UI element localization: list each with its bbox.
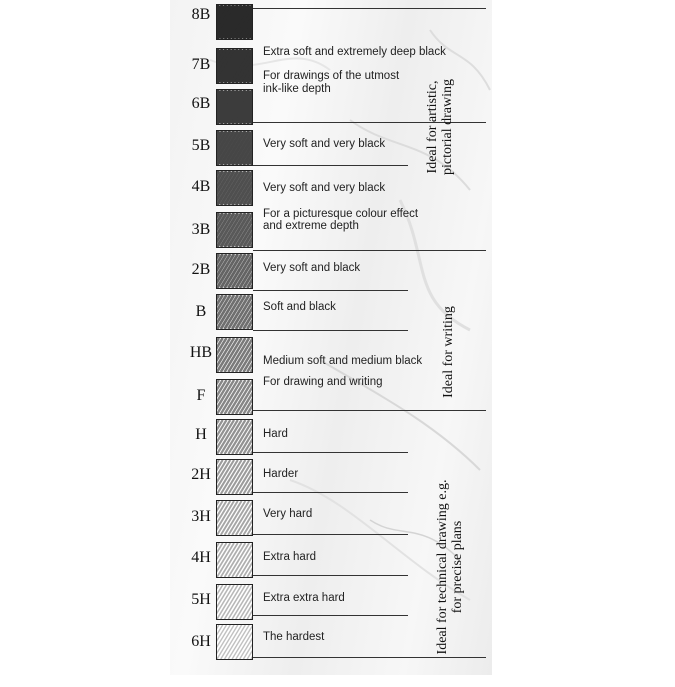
hardness-swatch bbox=[216, 542, 253, 578]
hatch-pattern-icon bbox=[217, 90, 252, 124]
grade-label: 3H bbox=[191, 508, 211, 525]
hatch-pattern-icon bbox=[217, 171, 252, 205]
grade-label: B bbox=[195, 303, 207, 320]
hardness-swatch bbox=[216, 379, 253, 415]
hatch-pattern-icon bbox=[217, 131, 252, 165]
description-text: For a picturesque colour effect bbox=[263, 208, 419, 220]
category-artistic bbox=[425, 57, 457, 197]
category-writing bbox=[441, 282, 457, 422]
hardness-swatch bbox=[216, 48, 253, 84]
hatch-pattern-icon bbox=[217, 254, 252, 288]
divider-line bbox=[253, 615, 408, 616]
grade-label: 6B bbox=[191, 95, 211, 112]
category-technical bbox=[435, 447, 467, 687]
hatch-pattern-icon bbox=[217, 213, 252, 247]
description-text: Hard bbox=[263, 428, 288, 440]
category-technical-line2: for precise plans bbox=[450, 520, 465, 614]
description-text: Soft and black bbox=[263, 301, 336, 313]
description-text: Very soft and very black bbox=[263, 182, 386, 194]
category-writing-line: Ideal for writing bbox=[441, 306, 456, 398]
divider-line bbox=[253, 290, 408, 291]
grade-label: 2B bbox=[191, 261, 211, 278]
hatch-pattern-icon bbox=[217, 585, 252, 619]
hardness-swatch bbox=[216, 419, 253, 455]
description-text: Extra hard bbox=[263, 551, 317, 563]
category-technical-line1: Ideal for technical drawing e.g. bbox=[435, 479, 450, 655]
hardness-swatch bbox=[216, 4, 253, 40]
hatch-pattern-icon bbox=[217, 49, 252, 83]
grade-label: 4H bbox=[191, 549, 211, 566]
description-text: The hardest bbox=[263, 631, 325, 643]
hatch-pattern-icon bbox=[217, 543, 252, 577]
hardness-swatch bbox=[216, 584, 253, 620]
grade-label: 8B bbox=[191, 6, 211, 23]
hatch-pattern-icon bbox=[217, 5, 252, 39]
divider-line bbox=[253, 492, 408, 493]
category-artistic-line2: pictorial drawing bbox=[440, 78, 455, 176]
grade-label: 5B bbox=[191, 137, 211, 154]
hardness-swatch bbox=[216, 170, 253, 206]
hardness-swatch bbox=[216, 130, 253, 166]
description-text: Extra extra hard bbox=[263, 592, 345, 604]
grade-label: 5H bbox=[191, 591, 211, 608]
hardness-swatch bbox=[216, 89, 253, 125]
description-text: Very soft and black bbox=[263, 262, 361, 274]
hardness-swatch bbox=[216, 253, 253, 289]
hardness-swatch bbox=[216, 459, 253, 495]
grade-label: F bbox=[196, 387, 206, 404]
grade-label: 2H bbox=[191, 466, 211, 483]
grade-label: HB bbox=[189, 344, 213, 361]
hatch-pattern-icon bbox=[217, 460, 252, 494]
divider-line bbox=[253, 534, 408, 535]
description-text: Very hard bbox=[263, 508, 313, 520]
hardness-swatch bbox=[216, 337, 253, 373]
hardness-swatch bbox=[216, 500, 253, 536]
hatch-pattern-icon bbox=[217, 420, 252, 454]
hatch-pattern-icon bbox=[217, 295, 252, 329]
hardness-swatch bbox=[216, 624, 253, 660]
hardness-swatch bbox=[216, 212, 253, 248]
hatch-pattern-icon bbox=[217, 501, 252, 535]
grade-label: 6H bbox=[191, 633, 211, 650]
description-text: For drawing and writing bbox=[263, 376, 383, 388]
description-text: and extreme depth bbox=[263, 220, 359, 232]
divider-line bbox=[253, 8, 486, 9]
description-text: Medium soft and medium black bbox=[263, 355, 423, 367]
hatch-pattern-icon bbox=[217, 338, 252, 372]
hatch-pattern-icon bbox=[217, 625, 252, 659]
hardness-swatch bbox=[216, 294, 253, 330]
description-text: Harder bbox=[263, 468, 299, 480]
divider-line bbox=[253, 330, 408, 331]
description-text: Very soft and very black bbox=[263, 138, 386, 150]
divider-line bbox=[253, 452, 408, 453]
grade-label: H bbox=[195, 426, 207, 443]
divider-line bbox=[253, 575, 408, 576]
divider-line bbox=[253, 250, 486, 251]
description-text: Extra soft and extremely deep black bbox=[263, 46, 446, 58]
grade-label: 7B bbox=[191, 56, 211, 73]
grade-label: 3B bbox=[191, 221, 211, 238]
hatch-pattern-icon bbox=[217, 380, 252, 414]
description-text: ink-like depth bbox=[263, 83, 331, 95]
category-artistic-line1: Ideal for artistic, bbox=[425, 80, 440, 174]
description-text: For drawings of the utmost bbox=[263, 70, 400, 82]
grade-label: 4B bbox=[191, 178, 211, 195]
divider-line bbox=[253, 165, 408, 166]
